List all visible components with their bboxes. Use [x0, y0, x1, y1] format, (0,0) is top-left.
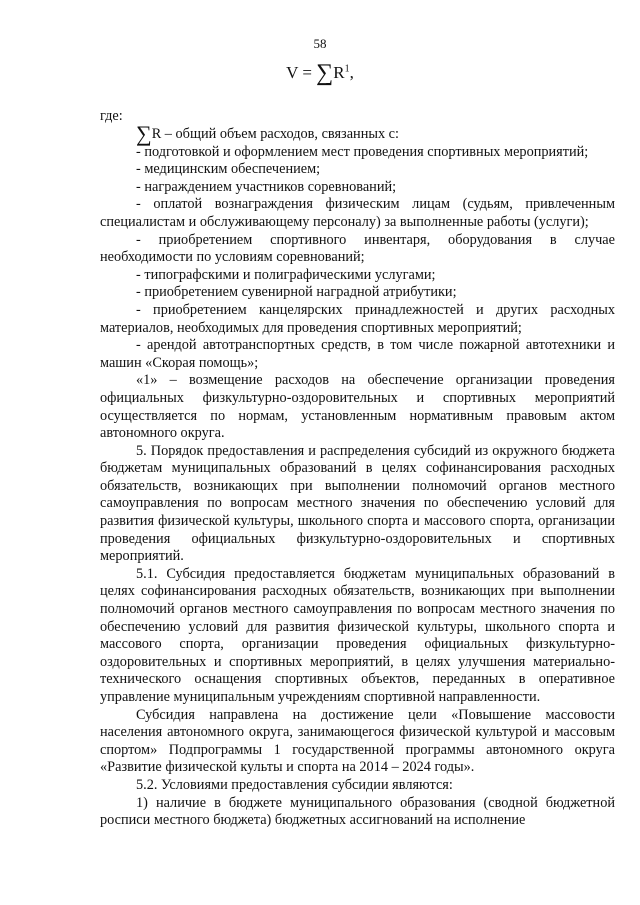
paragraph: - приобретением спортивного инвентаря, оборудования в случае необходимости по условиям соревнований; [100, 231, 615, 266]
paragraph: - приобретением канцелярских принадлежностей и других расходных материалов, необходимых для проведения спортивных мероприятий; [100, 301, 615, 336]
sum-sigma: ∑ [136, 121, 152, 146]
document-body [100, 121, 615, 830]
paragraph: Субсидия направлена на достижение цели «Повышение массовости населения автономного округа, занимающегося физической культурой и массовым спортом» Подпрограммы 1 государственной программы автономного округа «Развитие физической культы и спорта на 2014 – 2024 годы». [100, 706, 615, 776]
formula-sigma: ∑ [316, 60, 334, 86]
paragraph: - оплатой вознаграждения физическим лицам (судьям, привлеченным специалистам и обслуживающему персоналу) за выполненные работы (услуги); [100, 196, 615, 230]
formula-lhs: V = [286, 63, 317, 82]
paragraph: - типографскими и полиграфическими услугами; [136, 266, 436, 283]
paragraph: 5. Порядок предоставления и распределения субсидий из окружного бюджета бюджетам муниципальных образований в целях софинансирования расходных обязательств, возникающих при выполнении полномочий органов местного самоуправления по вопросам местного значения по обеспечению условий для развития физической культуры, школьного спорта и массового спорта, организации проведения официальных физкультурно-оздоровительных и спортивных мероприятий. [100, 442, 615, 565]
page-number: 58 [313, 36, 327, 51]
paragraph: 5.1. Субсидия предоставляется бюджетам муниципальных образований в целях софинансирования расходных обязательств, возникающих при выполнении полномочий органов местного самоуправления по вопросам местного значения по обеспечению условий для развития физической культуры, школьного спорта и массового спорта, организации проведения официальных физкультурно-оздоровительных и спортивных мероприятий, в целях улучшения материально-технического оснащения спортивных объектов, переданных в оперативное управление муниципальным учреждениям спортивной направленности. [100, 565, 615, 705]
formula-tail: , [349, 63, 354, 82]
paragraph: 5.2. Условиями предоставления субсидии являются: [136, 776, 453, 793]
paragraph: - подготовкой и оформлением мест проведения спортивных мероприятий; [136, 143, 589, 160]
formula-sup: 1 [344, 63, 350, 75]
paragraph: - медицинским обеспечением; [136, 161, 321, 178]
formula [0, 60, 640, 87]
paragraph: - награждением участников соревнований; [136, 178, 397, 195]
sum-definition [100, 121, 615, 146]
formula-var: R [333, 63, 345, 82]
where-label: где: [100, 108, 123, 124]
paragraph: - арендой автотранспортных средств, в том числе пожарной автотехники и машин «Скорая помощь»; [100, 337, 615, 371]
sum-text: R – общий объем расходов, связанных с: [151, 126, 399, 142]
paragraph: 1) наличие в бюджете муниципального образования (сводной бюджетной росписи местного бюджета) бюджетных ассигнований на исполнение [100, 794, 615, 829]
paragraph: - приобретением сувенирной наградной атрибутики; [136, 284, 457, 301]
paragraph: «1» – возмещение расходов на обеспечение организации проведения официальных физкультурно-оздоровительных и спортивных мероприятий осуществляется по нормам, установленным нормативным правовым актом автономного округа. [100, 372, 615, 442]
